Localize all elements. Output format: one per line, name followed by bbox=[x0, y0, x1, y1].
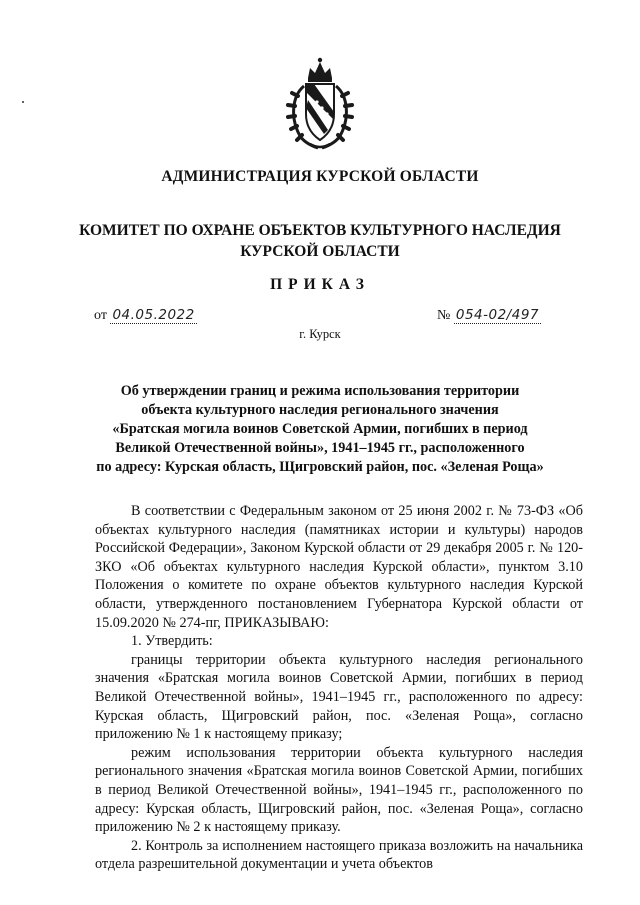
committee-title bbox=[0, 220, 640, 262]
subject-line: объекта культурного наследия регионального значения bbox=[141, 402, 499, 418]
city-label: г. Курск bbox=[299, 327, 341, 341]
body-paragraph: 2. Контроль за исполнением настоящего приказа возложить на начальника отдела разрешительной документации и учета объектов bbox=[95, 837, 583, 873]
organization-title: АДМИНИСТРАЦИЯ КУРСКОЙ ОБЛАСТИ bbox=[161, 168, 479, 185]
body-paragraph: режим использования территории объекта культурного наследия регионального значения «Братская могила воинов Советской Армии, погибших в период Великой Отечественной войны», 1941–1945 гг., расположенного по адресу: Курская область, Щигровский район, пос. «Зеленая Роща», согласно приложению № 2 к настоящему приказу. bbox=[95, 744, 583, 836]
date-field bbox=[94, 307, 197, 324]
number-field bbox=[437, 307, 541, 324]
committee-title-line2: КУРСКОЙ ОБЛАСТИ bbox=[240, 243, 400, 260]
scan-speck bbox=[22, 101, 24, 103]
kursk-coat-of-arms-icon bbox=[284, 56, 356, 152]
order-subject bbox=[60, 382, 580, 477]
subject-line: «Братская могила воинов Советской Армии, погибших в период bbox=[112, 421, 528, 437]
subject-line: Об утверждении границ и режима использования территории bbox=[120, 383, 520, 399]
number-value: 054-02/497 bbox=[455, 307, 539, 323]
body-paragraph: В соответствии с Федеральным законом от 25 июня 2002 г. № 73-ФЗ «Об объектах культурного наследия (памятниках истории и культуры) народов Российской Федерации», Законом Курской области от 29 декабря 2005 г. № 120-ЗКО «Об объектах культурного наследия Курской области», пунктом 3.10 Положения о комитете по охране объектов культурного наследия Курской области, утвержденного постановлением Губернатора Курской области от 15.09.2020 № 274-пг, ПРИКАЗЫВАЮ: bbox=[95, 503, 583, 631]
committee-title-line1: КОМИТЕТ ПО ОХРАНЕ ОБЪЕКТОВ КУЛЬТУРНОГО НАСЛЕДИЯ bbox=[79, 222, 561, 239]
number-prefix: № bbox=[437, 308, 451, 323]
body-paragraph: 1. Утвердить: bbox=[131, 633, 213, 650]
body-paragraph: границы территории объекта культурного наследия регионального значения «Братская могила воинов Советской Армии, погибших в период Великой Отечественной войны», 1941–1945 гг., расположенного по адресу: Курская область, Щигровский район, пос. «Зеленая Роща», согласно приложению № 1 к настоящему приказу; bbox=[95, 651, 583, 743]
date-value: 04.05.2022 bbox=[112, 307, 195, 323]
date-prefix: от bbox=[94, 308, 107, 323]
order-body bbox=[95, 502, 583, 874]
subject-line: по адресу: Курская область, Щигровский район, пос. «Зеленая Роща» bbox=[96, 459, 544, 475]
document-type: ПРИКАЗ bbox=[270, 276, 370, 293]
subject-line: Великой Отечественной войны», 1941–1945 гг., расположенного bbox=[115, 440, 525, 456]
